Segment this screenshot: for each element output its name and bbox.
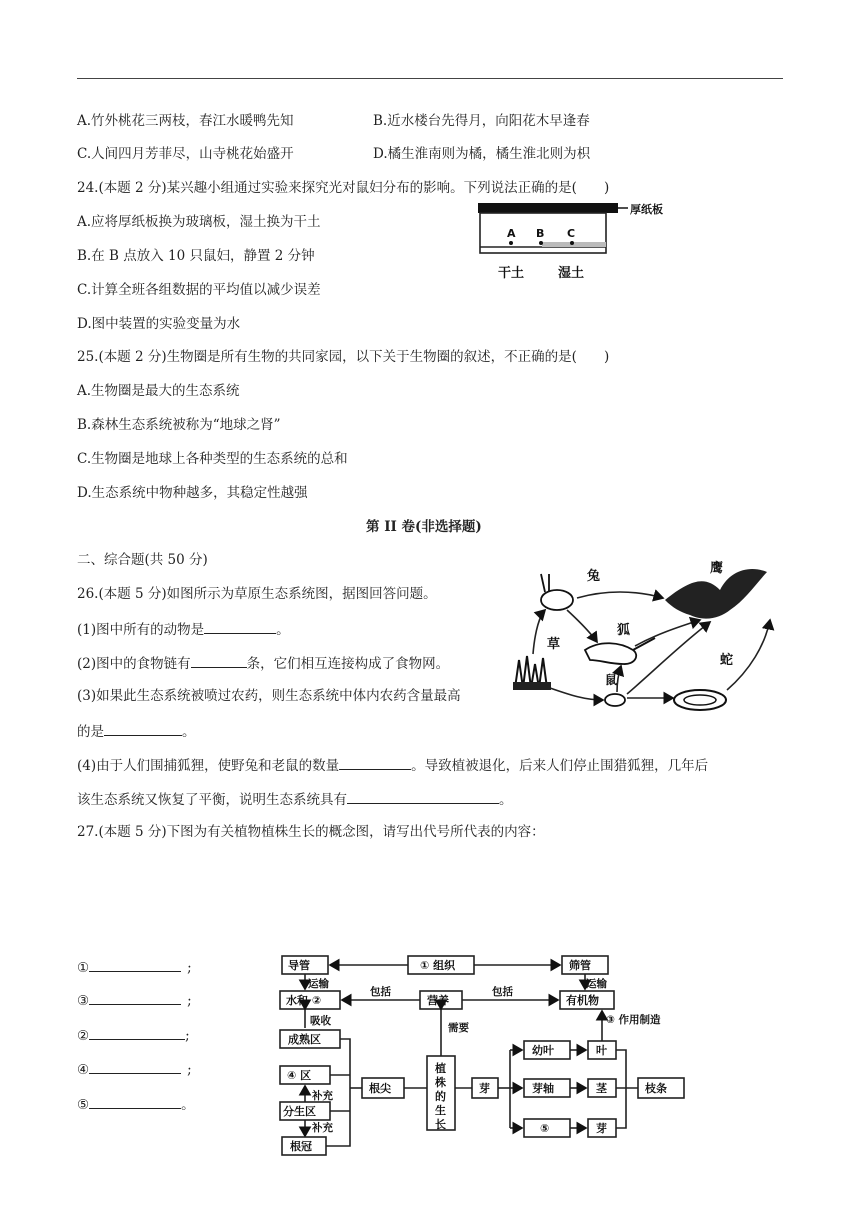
jing-text: 茎	[596, 1082, 607, 1095]
mouse-label: 鼠	[605, 673, 618, 687]
mouse-icon	[605, 694, 625, 706]
answer-4-end: ;	[187, 1062, 192, 1078]
q26-part1	[77, 619, 290, 639]
q27-stem: 27.(本题 5 分)下图为有关植物植株生长的概念图，请写出代号所代表的内容：	[77, 824, 545, 840]
buchong1-text: 补充	[312, 1090, 333, 1102]
q24-option-b: B.在 B 点放入 10 只鼠妇，静置 2 分钟	[77, 248, 315, 264]
board-label: 厚纸板	[630, 203, 663, 216]
q26-p4-mid: 。导致植被退化，后来人们停止围猎狐狸，几年后	[411, 758, 709, 774]
baokuo-left-text: 包括	[370, 986, 391, 998]
q25-option-d: D.生态系统中物种越多，其稳定性越强	[77, 485, 308, 501]
q24-option-a: A.应将厚纸板换为玻璃板，湿土换为干土	[77, 214, 321, 230]
section-title: 第 II 卷(非选择题)	[366, 519, 482, 535]
fenshengqu-text: 分生区	[283, 1105, 316, 1118]
answer-5-label: ⑤	[77, 1097, 90, 1113]
ya-center-text: 芽	[479, 1082, 490, 1095]
grass-label: 草	[547, 637, 561, 652]
q26-part3-line2	[77, 721, 196, 741]
buchong2-text: 补充	[312, 1122, 333, 1134]
answer-3-label: ③	[77, 993, 90, 1009]
yunshu-right-text: 运输	[586, 978, 607, 990]
q27-answer-3	[77, 990, 192, 1010]
yingyang-text: 营养	[427, 994, 449, 1007]
answer-1-end: ;	[187, 960, 192, 976]
answer-3-end: ;	[187, 993, 192, 1009]
dry-soil-label: 干土	[498, 266, 525, 281]
point-a-label: A	[507, 227, 516, 240]
q26-part2	[77, 653, 449, 673]
answer-2-blank[interactable]	[89, 1025, 185, 1040]
q27-answer-5	[77, 1094, 195, 1114]
q27-answer-2	[77, 1025, 190, 1045]
q26-p4-blank-2[interactable]	[347, 789, 499, 804]
q26-part3-line1: (3)如果此生态系统被喷过农药，则生态系统中体内农药含量最高	[77, 688, 461, 704]
q27-answer-1	[77, 957, 192, 977]
q26-p3-blank[interactable]	[104, 721, 182, 736]
xishou-text: 吸收	[310, 1015, 331, 1027]
q26-p3-end: 。	[182, 724, 196, 740]
point-b-label: B	[536, 227, 545, 240]
q26-p2-text: (2)图中的食物链有	[77, 656, 191, 672]
answer-4-blank[interactable]	[89, 1059, 181, 1074]
section-heading: 二、综合题(共 50 分)	[77, 552, 208, 568]
answer-2-label: ②	[77, 1028, 90, 1044]
q26-p2-end: 条，它们相互连接构成了食物网。	[246, 656, 450, 672]
rabbit-icon	[541, 574, 573, 610]
yazhou-text: 芽轴	[532, 1082, 554, 1095]
arrow-grass-mouse	[550, 688, 603, 700]
zhizhu-char-4: 生	[435, 1104, 446, 1117]
arrow-snake-eagle	[727, 620, 770, 690]
q25-option-c: C.生物圈是地球上各种类型的生态系统的总和	[77, 451, 348, 467]
point-c-label: C	[567, 227, 576, 240]
q24-option-d: D.图中装置的实验变量为水	[77, 316, 241, 332]
q26-p1-blank[interactable]	[204, 619, 276, 634]
q26-p1-text: (1)图中所有的动物是	[77, 622, 205, 638]
chengshuqu-text: 成熟区	[288, 1033, 321, 1046]
q26-p4-end: 。	[499, 792, 513, 808]
q24-option-c: C.计算全班各组数据的平均值以减少误差	[77, 282, 321, 298]
answer-5-blank[interactable]	[89, 1094, 181, 1109]
arrow-mouse-fox	[617, 666, 621, 692]
zhizhu-char-1: 植	[435, 1062, 446, 1075]
shaiguan-text: 筛管	[569, 959, 591, 972]
xuyao-text: 需要	[448, 1022, 469, 1034]
qu4-text: ④ 区	[287, 1069, 312, 1082]
daoguan-text: 导管	[288, 959, 310, 972]
grass-icon	[513, 656, 551, 690]
q27-answer-4	[77, 1059, 192, 1079]
q26-stem: 26.(本题 5 分)如图所示为草原生态系统图，据图回答问题。	[77, 586, 437, 602]
q25-option-a: A.生物圈是最大的生态系统	[77, 383, 240, 399]
q26-p4-blank-1[interactable]	[339, 755, 411, 770]
q26-p1-end: 。	[276, 622, 290, 638]
genjian-text: 根尖	[369, 1082, 391, 1095]
answer-4-label: ④	[77, 1062, 90, 1078]
snake-label: 蛇	[720, 653, 734, 668]
eagle-icon	[665, 569, 767, 619]
answer-5-end: 。	[181, 1097, 195, 1113]
zhizhu-char-3: 的	[435, 1090, 446, 1103]
youye-text: 幼叶	[532, 1044, 554, 1057]
arrow-grass-rabbit	[533, 610, 545, 654]
woodlouse-experiment-figure	[470, 195, 670, 290]
top-rule	[77, 78, 783, 79]
fox-label: 狐	[617, 623, 631, 638]
arrow-fox-eagle	[635, 620, 700, 646]
answer-3-blank[interactable]	[89, 990, 181, 1005]
arrow-rabbit-fox	[567, 610, 597, 642]
yunshu-left-text: 运输	[308, 978, 329, 990]
five-text: ⑤	[540, 1122, 550, 1135]
q25-stem: 25.(本题 2 分)生物圈是所有生物的共同家园，以下关于生物圈的叙述，不正确的是( )	[77, 349, 610, 365]
grassland-food-web-figure	[505, 560, 785, 725]
answer-2-end: ;	[185, 1028, 190, 1044]
shuihe-text: 水和 ②	[286, 994, 322, 1007]
q26-p2-blank[interactable]	[191, 653, 247, 668]
wet-soil-strip	[542, 242, 606, 247]
answer-1-label: ①	[77, 960, 90, 976]
q26-part4-line1	[77, 755, 708, 775]
eagle-label: 鹰	[710, 561, 724, 576]
q23-option-d: D.橘生淮南则为橘，橘生淮北则为枳	[373, 146, 591, 162]
q23-option-c: C.人间四月芳菲尽，山寺桃花始盛开	[77, 146, 294, 162]
zuzhi-text: ① 组织	[420, 959, 456, 972]
zuoyong-text: ③ 作用制造	[606, 1014, 661, 1026]
zhizhu-char-5: 长	[435, 1118, 446, 1131]
cardboard-board	[478, 203, 618, 213]
q26-p4-line2-text: 该生态系统又恢复了平衡，说明生态系统具有	[77, 792, 347, 808]
q26-part4-line2	[77, 789, 513, 809]
q26-p3-text: 的是	[77, 724, 104, 740]
arrow-rabbit-eagle	[577, 592, 663, 598]
zhitiao-text: 枝条	[645, 1082, 667, 1095]
rabbit-label: 兔	[587, 569, 601, 584]
ya-bottom-text: 芽	[596, 1122, 607, 1135]
q23-option-a: A.竹外桃花三两枝，春江水暖鸭先知	[77, 113, 294, 129]
zhizhu-char-2: 株	[435, 1076, 446, 1089]
ye-text: 叶	[596, 1044, 607, 1057]
youjiwu-text: 有机物	[566, 994, 599, 1007]
q26-p4-text: (4)由于人们围捕狐狸，使野兔和老鼠的数量	[77, 758, 340, 774]
genguan-text: 根冠	[290, 1140, 312, 1153]
arrow-mouse-eagle	[627, 622, 710, 694]
q24-stem: 24.(本题 2 分)某兴趣小组通过实验来探究光对鼠妇分布的影响。下列说法正确的是( )	[77, 180, 610, 196]
snake-icon	[674, 690, 726, 710]
plant-growth-concept-map	[270, 948, 700, 1158]
q25-option-b: B.森林生态系统被称为“地球之肾”	[77, 417, 281, 433]
q23-option-b: B.近水楼台先得月，向阳花木早逢春	[373, 113, 590, 129]
wet-soil-label: 湿土	[558, 266, 585, 281]
baokuo-right-text: 包括	[492, 986, 513, 998]
answer-1-blank[interactable]	[89, 957, 181, 972]
